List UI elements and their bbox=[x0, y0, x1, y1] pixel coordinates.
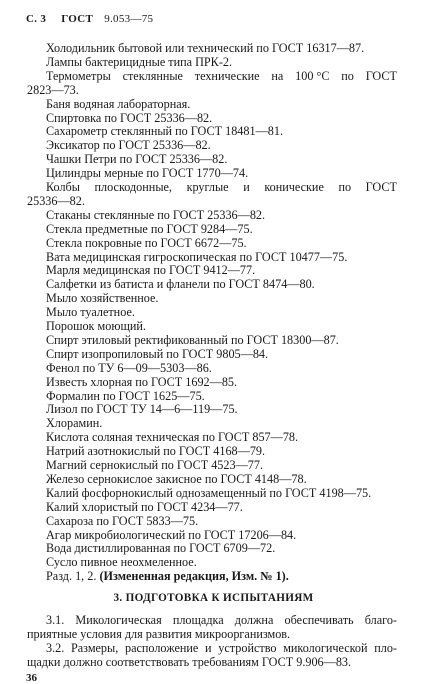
equipment-line: Спирт изопропиловый по ГОСТ 9805—84. bbox=[46, 346, 269, 361]
flasks-continuation: 25336—82. bbox=[27, 193, 85, 208]
equipment-line: Агар микробиологический по ГОСТ 17206—84. bbox=[46, 527, 297, 542]
equipment-line: Холодильник бытовой или технический по ГОСТ 16317—87. bbox=[46, 41, 365, 55]
equipment-line: Чашки Петри по ГОСТ 25336—82. bbox=[46, 152, 228, 167]
word: стеклянные bbox=[122, 68, 183, 83]
paragraph-3-1 bbox=[46, 614, 397, 628]
equipment-line: Калий фосфорнокислый однозамещенный по ГОСТ 4198—75. bbox=[46, 485, 372, 500]
word: ГОСТ bbox=[365, 180, 397, 194]
equipment-line: Лизол по ГОСТ ТУ 14—6—119—75. bbox=[46, 402, 238, 417]
equipment-line: Баня водяная лабораторная. bbox=[46, 96, 191, 111]
word: Термометры bbox=[46, 68, 111, 83]
equipment-line: Известь хлорная по ГОСТ 1692—85. bbox=[46, 374, 238, 389]
word: должна bbox=[234, 613, 274, 627]
equipment-line: Сахароза по ГОСТ 5833—75. bbox=[46, 513, 199, 528]
equipment-line: Сахарометр стеклянный по ГОСТ 18481—81. bbox=[46, 124, 283, 139]
word: плоскодонные, bbox=[94, 180, 172, 194]
paragraph-3-2-continuation: щадки должно соответствовать требованиям ГОСТ 9.906—83. bbox=[27, 654, 352, 669]
word: ГОСТ bbox=[365, 68, 397, 83]
page-number: 36 bbox=[26, 671, 37, 684]
equipment-line: Калий хлористый по ГОСТ 4234—77. bbox=[46, 499, 243, 514]
word: благо- bbox=[364, 613, 397, 627]
header-number: 9.053—75 bbox=[104, 13, 154, 25]
equipment-line: Вода дистиллированная по ГОСТ 6709—72. bbox=[46, 541, 276, 556]
word: Размеры, bbox=[70, 640, 119, 655]
word: расположение bbox=[124, 640, 199, 655]
equipment-line: Стекла покровные по ГОСТ 6672—75. bbox=[46, 235, 247, 250]
equipment-line: Эксикатор по ГОСТ 25336—82. bbox=[46, 138, 211, 153]
equipment-line: Хлорамин. bbox=[46, 416, 103, 431]
revision-text: Разд. 1, 2. bbox=[46, 569, 97, 584]
paragraph-3-1-continuation: приятные условия для развития микроорганизмов. bbox=[27, 626, 291, 641]
equipment-line: Спиртовка по ГОСТ 25336—82. bbox=[46, 110, 213, 125]
word: по bbox=[341, 68, 354, 83]
equipment-line: Железо сернокислое закисное по ГОСТ 4148—78. bbox=[46, 471, 307, 486]
thermometer-continuation: 2823—73. bbox=[27, 82, 79, 97]
equipment-line: Салфетки из батиста и фланели по ГОСТ 8474—80. bbox=[46, 277, 315, 292]
section-heading: 3. ПОДГОТОВКА К ИСПЫТАНИЯМ bbox=[113, 592, 314, 605]
paragraph-3-2 bbox=[46, 642, 397, 656]
thermometer-line bbox=[46, 70, 397, 84]
equipment-line: Фенол по ТУ 6—09—5303—86. bbox=[46, 360, 212, 375]
word: площадка bbox=[172, 613, 224, 627]
word: на bbox=[271, 68, 284, 83]
word: микологической bbox=[283, 640, 368, 655]
equipment-line: Мыло туалетное. bbox=[46, 305, 135, 320]
equipment-line: Стекла предметные по ГОСТ 9284—75. bbox=[46, 221, 253, 236]
word: и bbox=[243, 180, 250, 194]
equipment-line: Лампы бактерицидные типа ПРК-2. bbox=[46, 54, 233, 69]
flasks-line bbox=[46, 181, 397, 195]
word: круглые bbox=[186, 180, 229, 194]
word: Колбы bbox=[46, 180, 80, 194]
equipment-line: Вата медицинская гигроскопическая по ГОСТ 10477—75. bbox=[46, 249, 348, 264]
word: 3.1. bbox=[46, 613, 65, 627]
equipment-line: Кислота соляная техническая по ГОСТ 857—78. bbox=[46, 430, 299, 445]
revision-note bbox=[46, 570, 289, 584]
word: Микологическая bbox=[75, 613, 162, 627]
word: пло- bbox=[374, 640, 397, 655]
revision-bold: (Измененная редакция, Изм. № 1). bbox=[99, 569, 289, 584]
word: конические bbox=[264, 180, 324, 194]
header-standard: ГОСТ bbox=[61, 13, 94, 25]
equipment-line: Марля медицинская по ГОСТ 9412—77. bbox=[46, 263, 256, 278]
equipment-line: Цилиндры мерные по ГОСТ 1770—74. bbox=[46, 166, 249, 181]
word: 3.2. bbox=[46, 640, 65, 655]
equipment-line: Натрий азотнокислый по ГОСТ 4168—79. bbox=[46, 444, 266, 459]
header-page: С. 3 bbox=[26, 13, 47, 25]
word: технические bbox=[194, 68, 260, 83]
equipment-line: Мыло хозяйственное. bbox=[46, 291, 159, 306]
equipment-line: Магний сернокислый по ГОСТ 4523—77. bbox=[46, 458, 264, 472]
equipment-line: Спирт этиловый ректификованный по ГОСТ 18300—87. bbox=[46, 332, 339, 347]
page-header bbox=[26, 13, 153, 25]
word: устройство bbox=[218, 640, 277, 655]
equipment-line: Сусло пивное неохмеленное. bbox=[46, 555, 197, 570]
word: и bbox=[205, 640, 212, 655]
word: обеспечивать bbox=[284, 613, 354, 627]
equipment-line: Порошок моющий. bbox=[46, 319, 146, 333]
equipment-line: Стаканы стеклянные по ГОСТ 25336—82. bbox=[46, 207, 266, 222]
word: по bbox=[338, 180, 352, 194]
equipment-line: Формалин по ГОСТ 1625—75. bbox=[46, 388, 205, 403]
word: 100 °С bbox=[295, 68, 330, 83]
